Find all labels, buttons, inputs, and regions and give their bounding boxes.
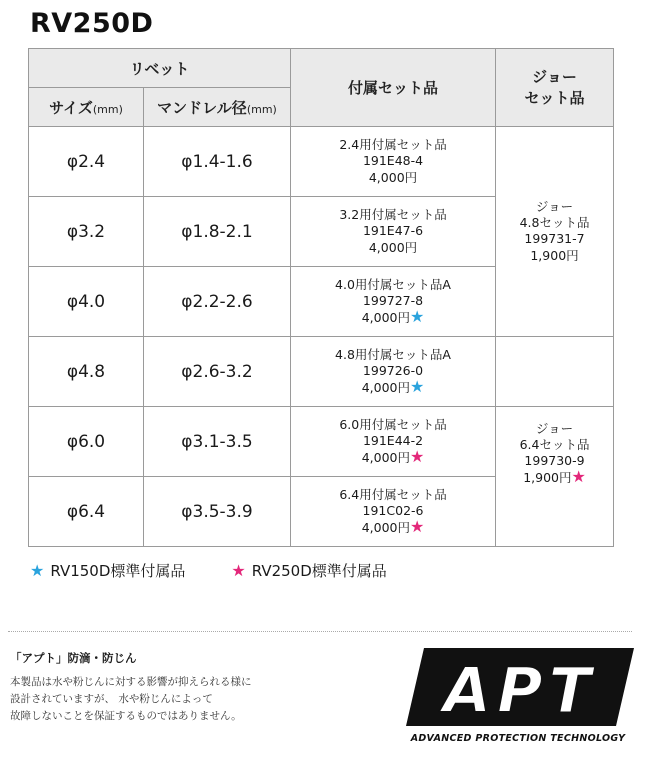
- header-accessory: 付属セット品: [291, 49, 496, 127]
- accessory-cell: 6.0用付属セット品 191E44-2 4,000円★: [291, 407, 496, 477]
- mandrel-diameter: φ2.6-3.2: [144, 337, 291, 407]
- apt-heading: 「アプト」防滴・防じん: [10, 651, 137, 665]
- pink-star-icon: ★: [231, 561, 246, 580]
- legend-pink-text: RV250D標準付属品: [251, 562, 387, 580]
- rivet-size: φ6.4: [29, 477, 144, 547]
- rivet-size: φ2.4: [29, 127, 144, 197]
- blue-star-icon: ★: [30, 561, 45, 580]
- header-mandrel: マンドレル径(mm): [144, 88, 291, 127]
- mandrel-diameter: φ3.1-3.5: [144, 407, 291, 477]
- rivet-size: φ4.0: [29, 267, 144, 337]
- apt-description: 本製品は水や粉じんに対する影響が抑えられる様に 設計されていますが、 水や粉じんによって 故障しないことを保証するものではありません。: [10, 676, 252, 722]
- accessory-cell: 4.0用付属セット品A 199727-8 4,000円★: [291, 267, 496, 337]
- header-jaw-line1: ジョー: [532, 67, 577, 86]
- jaw-cell-64: ジョー 6.4セット品 199730-9 1,900円★: [496, 407, 614, 547]
- apt-logo-text: APT: [443, 654, 597, 727]
- accessory-cell: 3.2用付属セット品 191E47-6 4,000円: [291, 197, 496, 267]
- table-row: [29, 337, 614, 407]
- accessory-cell: 6.4用付属セット品 191C02-6 4,000円★: [291, 477, 496, 547]
- legend-blue-text: RV150D標準付属品: [50, 562, 186, 580]
- header-size: サイズ(mm): [29, 88, 144, 127]
- accessory-cell: 4.8用付属セット品A 199726-0 4,000円★: [291, 337, 496, 407]
- rivet-size: φ6.0: [29, 407, 144, 477]
- dotted-divider: [8, 631, 632, 632]
- mandrel-diameter: φ2.2-2.6: [144, 267, 291, 337]
- mandrel-diameter: φ1.8-2.1: [144, 197, 291, 267]
- rivet-size: φ4.8: [29, 337, 144, 407]
- apt-logo-caption: ADVANCED PROTECTION TECHNOLOGY: [410, 733, 626, 744]
- accessory-cell: 2.4用付属セット品 191E48-4 4,000円: [291, 127, 496, 197]
- apt-logo: [402, 648, 634, 748]
- header-jaw: [496, 49, 614, 127]
- mandrel-diameter: φ1.4-1.6: [144, 127, 291, 197]
- mandrel-diameter: φ3.5-3.9: [144, 477, 291, 547]
- spec-table: [28, 48, 614, 547]
- table-row: [29, 127, 614, 197]
- table-row: [29, 407, 614, 477]
- header-rivet: リベット: [29, 49, 291, 88]
- jaw-cell-48: ジョー 4.8セット品 199731-7 1,900円: [496, 127, 614, 337]
- rivet-size: φ3.2: [29, 197, 144, 267]
- header-jaw-line2: セット品: [524, 88, 585, 107]
- legend: [30, 560, 393, 581]
- jaw-spacer: [496, 337, 614, 407]
- page-title: RV250D: [30, 8, 154, 39]
